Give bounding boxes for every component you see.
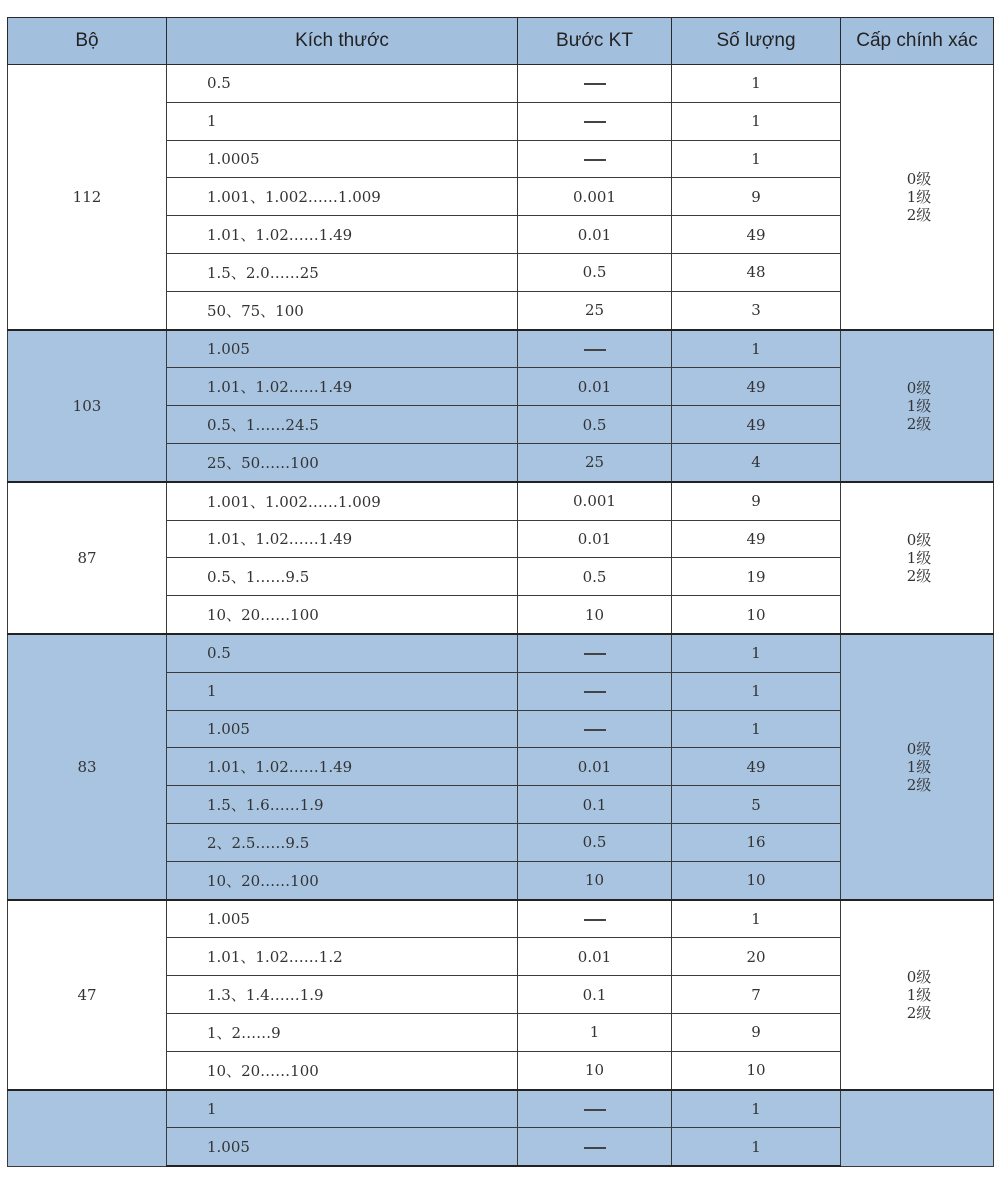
step-cell — [518, 710, 672, 748]
quantity-cell: 49 — [672, 368, 841, 406]
quantity-cell: 1 — [672, 102, 841, 140]
dash-mark — [584, 159, 606, 161]
size-cell: 0.5、1……24.5 — [167, 406, 518, 444]
grade-cell — [841, 1090, 994, 1167]
table-row — [8, 634, 994, 672]
grade-line: 2级 — [906, 1003, 932, 1022]
quantity-cell: 1 — [672, 1090, 841, 1128]
grade-line: 2级 — [906, 414, 932, 433]
quantity-cell: 49 — [672, 406, 841, 444]
grade-cell — [841, 482, 994, 634]
quantity-cell: 3 — [672, 291, 841, 329]
table-body — [8, 65, 994, 1167]
dash-mark — [584, 121, 606, 123]
header-quantity: Số lượng — [672, 18, 841, 65]
step-cell: 0.01 — [518, 368, 672, 406]
set-count-cell: 112 — [8, 65, 167, 330]
size-cell: 1.3、1.4……1.9 — [167, 976, 518, 1014]
quantity-cell: 1 — [672, 330, 841, 368]
quantity-cell: 49 — [672, 520, 841, 558]
header-grade: Cấp chính xác — [841, 18, 994, 65]
size-cell: 0.5 — [167, 65, 518, 103]
size-cell: 1.5、2.0……25 — [167, 253, 518, 291]
size-cell: 1.01、1.02……1.49 — [167, 748, 518, 786]
step-cell: 25 — [518, 443, 672, 481]
quantity-cell: 16 — [672, 823, 841, 861]
grade-line: 0级 — [906, 169, 932, 188]
quantity-cell: 4 — [672, 443, 841, 481]
step-cell: 0.01 — [518, 520, 672, 558]
step-cell: 0.001 — [518, 482, 672, 520]
grade-line: 1级 — [906, 187, 932, 206]
quantity-cell: 9 — [672, 178, 841, 216]
dash-mark — [584, 919, 606, 921]
step-cell: 0.5 — [518, 406, 672, 444]
grade-line: 0级 — [906, 739, 932, 758]
size-cell: 10、20……100 — [167, 596, 518, 634]
size-cell: 1.005 — [167, 1128, 518, 1166]
size-cell: 1 — [167, 102, 518, 140]
step-cell: 0.01 — [518, 938, 672, 976]
gauge-block-set-table — [7, 17, 994, 1167]
quantity-cell: 9 — [672, 1013, 841, 1051]
grade-line: 0级 — [906, 530, 932, 549]
quantity-cell: 10 — [672, 861, 841, 899]
dash-mark — [584, 1147, 606, 1149]
header-size: Kích thước — [167, 18, 518, 65]
grade-cell — [841, 65, 994, 330]
step-cell: 0.5 — [518, 558, 672, 596]
header-row — [8, 18, 994, 65]
step-cell — [518, 140, 672, 178]
size-cell: 10、20……100 — [167, 861, 518, 899]
size-cell: 10、20……100 — [167, 1051, 518, 1089]
table-row — [8, 482, 994, 520]
table-row — [8, 900, 994, 938]
grade-line: 0级 — [906, 967, 932, 986]
quantity-cell: 9 — [672, 482, 841, 520]
step-cell — [518, 672, 672, 710]
size-cell: 1.01、1.02……1.49 — [167, 368, 518, 406]
quantity-cell: 5 — [672, 786, 841, 824]
size-cell: 1.5、1.6……1.9 — [167, 786, 518, 824]
table-row — [8, 330, 994, 368]
quantity-cell: 7 — [672, 976, 841, 1014]
step-cell: 0.5 — [518, 823, 672, 861]
quantity-cell: 1 — [672, 65, 841, 103]
size-cell: 1 — [167, 1090, 518, 1128]
size-cell: 1.001、1.002……1.009 — [167, 178, 518, 216]
step-cell: 1 — [518, 1013, 672, 1051]
quantity-cell: 10 — [672, 1051, 841, 1089]
step-cell — [518, 330, 672, 368]
step-cell: 10 — [518, 596, 672, 634]
set-count-cell: 87 — [8, 482, 167, 634]
dash-mark — [584, 729, 606, 731]
quantity-cell: 49 — [672, 216, 841, 254]
step-cell — [518, 1090, 672, 1128]
grade-cell — [841, 634, 994, 900]
quantity-cell: 48 — [672, 253, 841, 291]
size-cell: 1.005 — [167, 710, 518, 748]
step-cell: 0.1 — [518, 786, 672, 824]
table-row — [8, 1090, 994, 1128]
step-cell: 0.5 — [518, 253, 672, 291]
dash-mark — [584, 691, 606, 693]
step-cell — [518, 65, 672, 103]
size-cell: 1.01、1.02……1.2 — [167, 938, 518, 976]
set-count-cell — [8, 1090, 167, 1167]
step-cell: 10 — [518, 1051, 672, 1089]
header-step: Bước KT — [518, 18, 672, 65]
step-cell — [518, 634, 672, 672]
header-set: Bộ — [8, 18, 167, 65]
size-cell: 1.005 — [167, 330, 518, 368]
size-cell: 0.5、1……9.5 — [167, 558, 518, 596]
size-cell: 1、2……9 — [167, 1013, 518, 1051]
grade-line: 1级 — [906, 396, 932, 415]
set-count-cell: 83 — [8, 634, 167, 900]
step-cell — [518, 1128, 672, 1166]
quantity-cell: 1 — [672, 710, 841, 748]
quantity-cell: 1 — [672, 672, 841, 710]
dash-mark — [584, 83, 606, 85]
dash-mark — [584, 349, 606, 351]
step-cell: 10 — [518, 861, 672, 899]
step-cell: 0.01 — [518, 216, 672, 254]
grade-line: 2级 — [906, 205, 932, 224]
table-row — [8, 65, 994, 103]
step-cell: 0.1 — [518, 976, 672, 1014]
step-cell — [518, 900, 672, 938]
size-cell: 1.001、1.002……1.009 — [167, 482, 518, 520]
size-cell: 1.0005 — [167, 140, 518, 178]
grade-cell — [841, 330, 994, 482]
quantity-cell: 1 — [672, 1128, 841, 1166]
grade-line: 1级 — [906, 548, 932, 567]
quantity-cell: 20 — [672, 938, 841, 976]
quantity-cell: 1 — [672, 140, 841, 178]
size-cell: 25、50……100 — [167, 443, 518, 481]
quantity-cell: 19 — [672, 558, 841, 596]
quantity-cell: 1 — [672, 634, 841, 672]
grade-line: 2级 — [906, 566, 932, 585]
grade-line: 1级 — [906, 985, 932, 1004]
step-cell: 0.001 — [518, 178, 672, 216]
dash-mark — [584, 653, 606, 655]
quantity-cell: 10 — [672, 596, 841, 634]
set-count-cell: 47 — [8, 900, 167, 1090]
dash-mark — [584, 1109, 606, 1111]
grade-cell — [841, 900, 994, 1090]
grade-line: 1级 — [906, 757, 932, 776]
step-cell — [518, 102, 672, 140]
grade-line: 0级 — [906, 378, 932, 397]
step-cell: 25 — [518, 291, 672, 329]
size-cell: 50、75、100 — [167, 291, 518, 329]
quantity-cell: 1 — [672, 900, 841, 938]
size-cell: 1.01、1.02……1.49 — [167, 520, 518, 558]
size-cell: 2、2.5……9.5 — [167, 823, 518, 861]
grade-line: 2级 — [906, 775, 932, 794]
size-cell: 1 — [167, 672, 518, 710]
size-cell: 0.5 — [167, 634, 518, 672]
size-cell: 1.005 — [167, 900, 518, 938]
step-cell: 0.01 — [518, 748, 672, 786]
set-count-cell: 103 — [8, 330, 167, 482]
quantity-cell: 49 — [672, 748, 841, 786]
size-cell: 1.01、1.02……1.49 — [167, 216, 518, 254]
